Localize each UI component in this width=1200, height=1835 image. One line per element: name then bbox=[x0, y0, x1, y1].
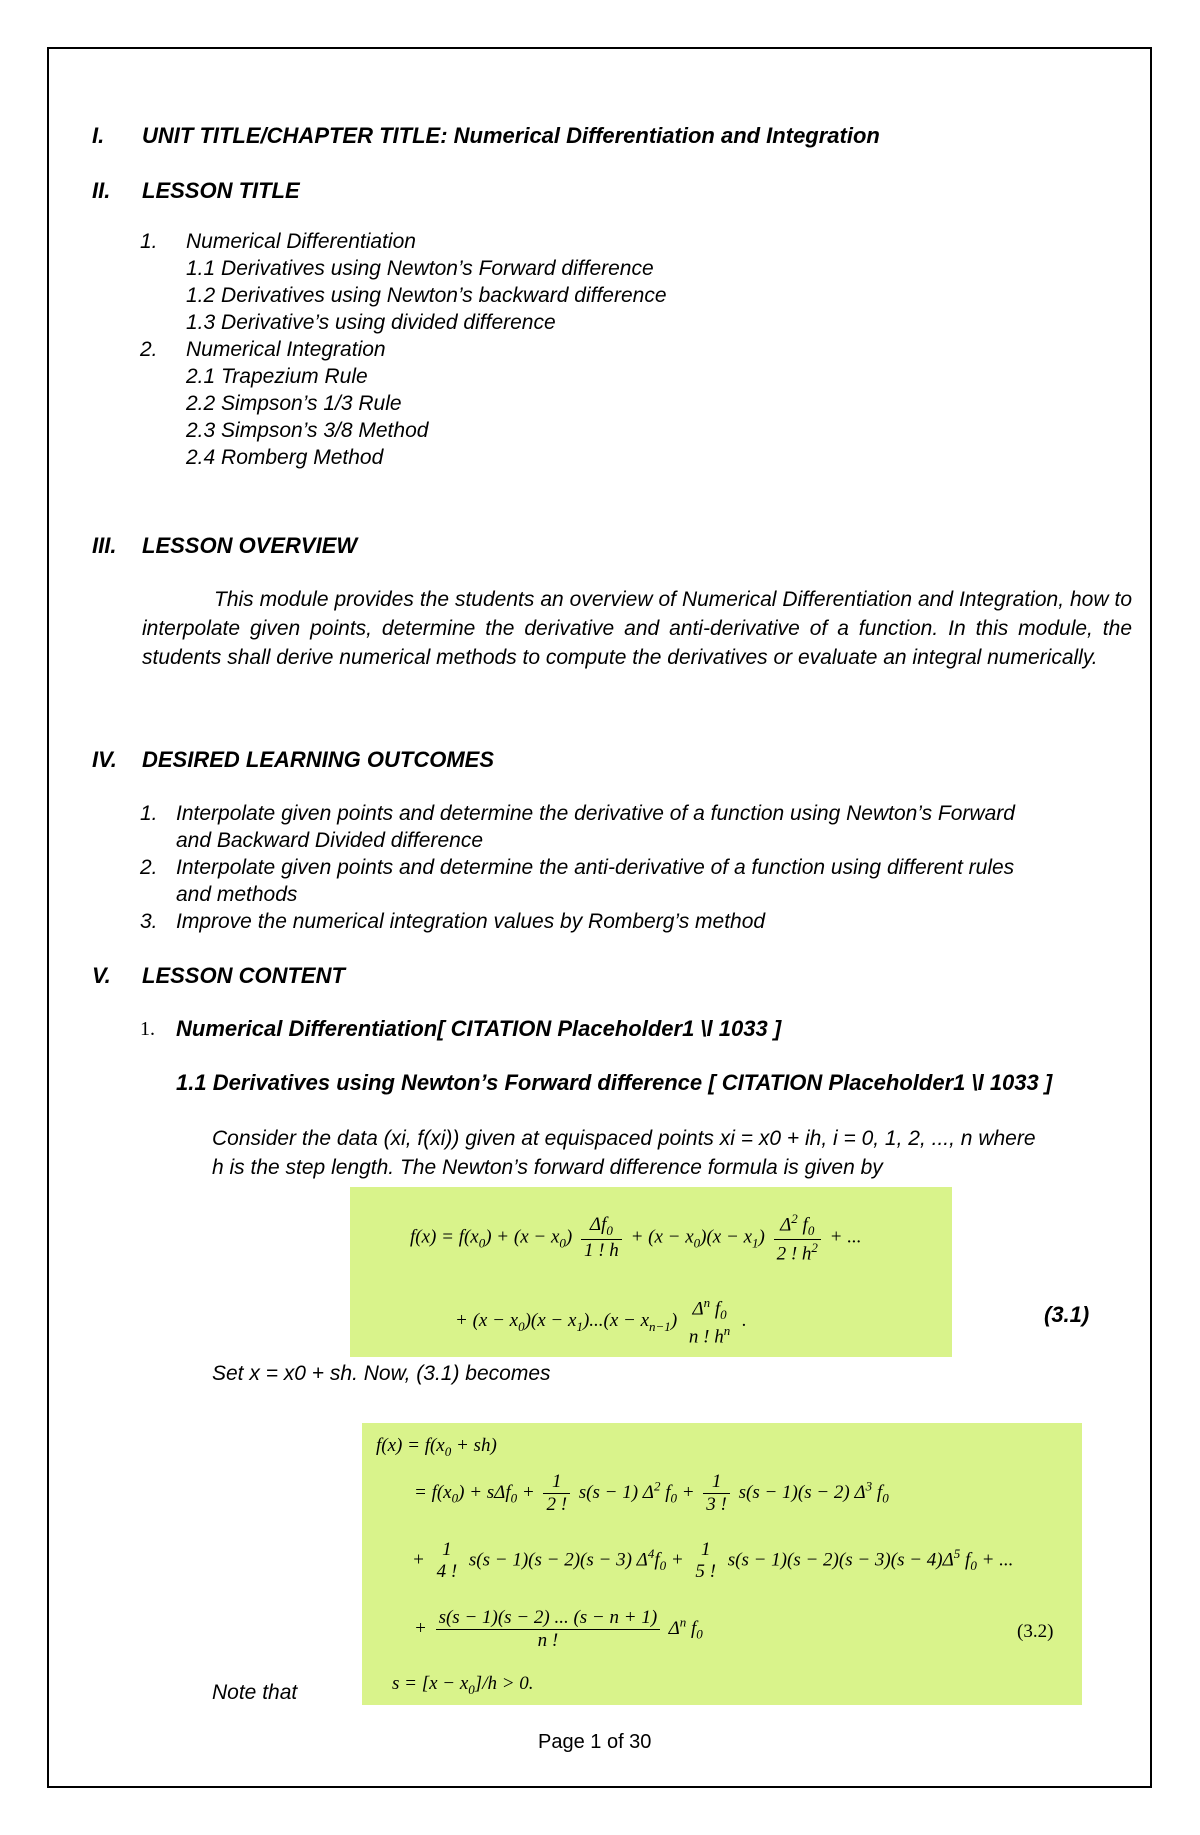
list-item-number: 1. bbox=[140, 230, 158, 253]
equation-3-1-label: (3.1) bbox=[1044, 1302, 1090, 1327]
list-item: 2.1 Trapezium Rule bbox=[186, 365, 368, 388]
list-item: 2.3 Simpson’s 3/8 Method bbox=[186, 419, 429, 442]
list-item: Numerical Differentiation bbox=[186, 230, 416, 253]
content-paragraph-line-1: Consider the data (xi, f(xi)) given at equispaced points xi = x0 + ih, i = 0, 1, 2, ..., n where bbox=[212, 1127, 1036, 1150]
equation-3-2-line-3: + 1 4 ! s(s − 1)(s − 2)(s − 3) $\Delta^4f_0$ + 1 5 ! $s(s - 1)(s - 2)(s - 3)(s - 4)\Delta^5$ $f_0$ + ... bbox=[412, 1539, 1014, 1582]
list-item: Interpolate given points and determine the anti-derivative of a function using different rules bbox=[176, 856, 1015, 879]
list-item: Numerical Integration bbox=[186, 338, 386, 361]
section-3-number: III. bbox=[92, 533, 117, 558]
equation-3-1-box bbox=[350, 1187, 952, 1357]
list-item-number: 1. bbox=[140, 802, 158, 825]
section-4-title: DESIRED LEARNING OUTCOMES bbox=[142, 747, 495, 772]
list-item: 1.3 Derivative’s using divided difference bbox=[186, 311, 556, 334]
content-paragraph-line-2: h is the step length. The Newton’s forward difference formula is given by bbox=[212, 1156, 883, 1179]
list-item: 1.2 Derivatives using Newton’s backward difference bbox=[186, 284, 667, 307]
list-item-number: 2. bbox=[140, 856, 158, 879]
content-item-title: Numerical Differentiation[ CITATION Placeholder1 \l 1033 ] bbox=[176, 1016, 782, 1041]
section-1-number: I. bbox=[92, 123, 105, 148]
section-5-title: LESSON CONTENT bbox=[142, 963, 345, 988]
equation-3-2-line-2: = $f(x_0) + s\Delta f_0$ + $\frac{1}{2 !}$ s(s − 1) $\Delta^2$ $f_0$ + $\frac{1}{3 !}$ s(s − 1)(s − 2) $\Delta^3$ $f_0$ bbox=[414, 1471, 889, 1515]
overview-paragraph: This module provides the students an overview of Numerical Differentiation and Integration, how to interpolate given points, determine the derivative and anti-derivative of a function. In this module, the students shall derive numerical methods to compute the derivatives or evaluate an integral numerically. bbox=[142, 588, 1132, 669]
section-5-number: V. bbox=[92, 963, 111, 988]
equation-3-2-note-formula: $s = [x - x_0]/h > 0$. bbox=[392, 1673, 534, 1697]
list-item-number: 3. bbox=[140, 910, 158, 933]
equation-3-2-line-4: + $\frac{s(s - 1)(s - 2) ... (s - n + 1)}{n !}$ $\Delta^n$ $f_0$ bbox=[414, 1607, 703, 1651]
list-item: Improve the numerical integration values by Romberg’s method bbox=[176, 910, 766, 933]
equation-3-2-label: (3.2) bbox=[1017, 1621, 1054, 1642]
set-x-text: Set x = x0 + sh. Now, (3.1) becomes bbox=[212, 1362, 551, 1385]
equation-3-2-line-1: $f(x) = f(x_0 + sh)$ bbox=[376, 1435, 497, 1459]
section-2-title: LESSON TITLE bbox=[142, 178, 300, 203]
page-number: Page 1 of 30 bbox=[538, 1731, 652, 1753]
section-3-title: LESSON OVERVIEW bbox=[142, 533, 358, 558]
equation-3-1-line-2: + $(x - x_0)(x - x_1)...(x - x_{n-1})$ $\Delta^n$ $f_0$ n ! $h^n$ . bbox=[455, 1295, 747, 1348]
list-item: 2.2 Simpson’s 1/3 Rule bbox=[186, 392, 402, 415]
equation-3-2-box bbox=[362, 1423, 1082, 1705]
equation-3-1-line-1: $f(x) = f(x_0) + (x - x_0)$ $\frac{\Delta f_0}{1 ! h}$ + $(x - x_0)(x - x_1)$ $\frac{\Delta^2 f_0}{2 ! h^2}$ + ... bbox=[410, 1211, 862, 1265]
section-1-title: UNIT TITLE/CHAPTER TITLE: Numerical Differentiation and Integration bbox=[142, 123, 880, 148]
list-item: and Backward Divided difference bbox=[176, 829, 484, 852]
list-item-number: 2. bbox=[140, 338, 158, 361]
content-item-number: 1. bbox=[140, 1018, 155, 1040]
list-item: 2.4 Romberg Method bbox=[186, 446, 384, 469]
content-subsection-title: 1.1 Derivatives using Newton’s Forward difference [ CITATION Placeholder1 \l 1033 ] bbox=[176, 1070, 1053, 1095]
list-item: 1.1 Derivatives using Newton’s Forward difference bbox=[186, 257, 654, 280]
note-that-text: Note that bbox=[212, 1681, 298, 1704]
section-4-number: IV. bbox=[92, 747, 117, 772]
list-item: Interpolate given points and determine the derivative of a function using Newton’s Forward bbox=[176, 802, 1015, 825]
list-item: and methods bbox=[176, 883, 298, 906]
section-2-number: II. bbox=[92, 178, 111, 203]
